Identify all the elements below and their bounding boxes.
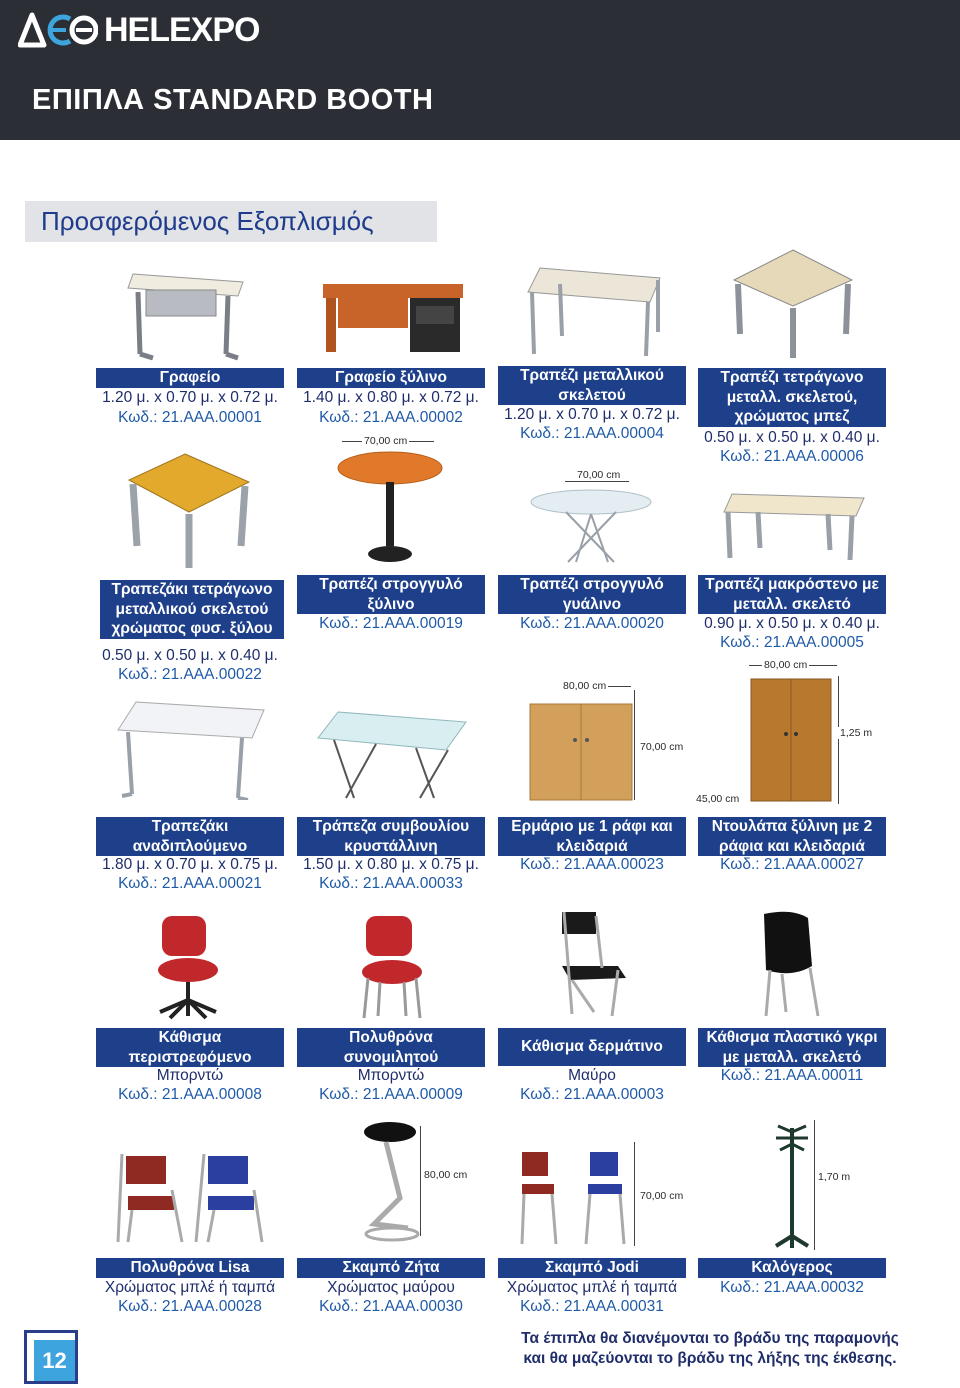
item-label: Τράπεζα συμβουλίου κρυστάλλινη (297, 817, 485, 856)
item-dimensions: 0.50 μ. x 0.50 μ. x 0.40 μ. (704, 429, 880, 446)
item-dimensions: 1.20 μ. x 0.70 μ. x 0.72 μ. (102, 389, 278, 406)
item-dimensions: 1.80 μ. x 0.70 μ. x 0.75 μ. (102, 856, 278, 873)
item-code: Κωδ.: 21.ΑΑΑ.00005 (720, 634, 864, 651)
footer-note (490, 1329, 930, 1369)
item-code: Κωδ.: 21.ΑΑΑ.00004 (520, 425, 664, 442)
item-label: Πολυθρόνα Lisa (96, 1258, 284, 1278)
page-number: 12 (34, 1340, 75, 1381)
item-label: Ντουλάπα ξύλινη με 2 ράφια και κλειδαριά (698, 817, 886, 856)
item-label: Τραπεζάκι τετράγωνο μεταλλικού σκελετού χρώματος φυσ. ξύλου (100, 580, 284, 639)
item-label: Κάθισμα περιστρεφόμενο (96, 1028, 284, 1067)
round-glass-table-image (526, 486, 656, 566)
dimension-label: 70,00 cm (364, 435, 408, 447)
zita-stool-image (356, 1118, 426, 1248)
item-code: Κωδ.: 21.ΑΑΑ.00001 (118, 409, 262, 426)
square-beige-table-image (728, 244, 858, 362)
item-color: Χρώματος μπλέ ή ταμπά (506, 1279, 678, 1296)
dimension-label: 70,00 cm (640, 741, 684, 753)
item-color: Χρώματος μαύρου (327, 1279, 455, 1296)
desk-wood-image (318, 262, 468, 362)
dimension-label: 45,00 cm (696, 793, 740, 805)
helexpo-logo (18, 10, 259, 50)
item-label: Σκαμπό Jodi (498, 1258, 686, 1278)
item-label: Καλόγερος (698, 1258, 886, 1278)
item-code: Κωδ.: 21.ΑΑΑ.00009 (319, 1086, 463, 1103)
item-label: Τραπέζι μεταλλικού σκελετού (498, 366, 686, 405)
coat-stand-image (770, 1122, 814, 1250)
item-color: Χρώματος μπλέ ή ταμπά (104, 1279, 276, 1296)
jodi-stool-image (516, 1144, 640, 1248)
cabinet-image (526, 700, 636, 804)
item-dimensions: 1.50 μ. x 0.80 μ. x 0.75 μ. (303, 856, 479, 873)
swivel-chair-image (148, 912, 228, 1022)
logo-text: HELEXPO (104, 10, 260, 49)
item-code: Κωδ.: 21.ΑΑΑ.00022 (118, 666, 262, 683)
page-title: ΕΠΙΠΛΑ STANDARD BOOTH (32, 84, 434, 116)
item-code: Κωδ.: 21.ΑΑΑ.00031 (520, 1298, 664, 1315)
long-table-image (718, 488, 868, 564)
deth-logo-icon (18, 11, 98, 49)
square-wood-table-image (125, 450, 255, 570)
footer-note-line: Τα έπιπλα θα διανέμονται το βράδυ της παραμονής (521, 1330, 899, 1347)
dimension-label: 1,25 m (840, 727, 873, 739)
item-label: Τραπέζι μακρόστενο με μεταλλ. σκελετό (698, 575, 886, 614)
lisa-armchair-image (112, 1146, 266, 1246)
item-label: Πολυθρόνα συνομιλητού (297, 1028, 485, 1067)
item-code: Κωδ.: 21.ΑΑΑ.00032 (720, 1279, 864, 1296)
desk-metal-image (118, 262, 258, 362)
item-label: Τραπεζάκι αναδιπλούμενο (96, 817, 284, 856)
leather-chair-image (552, 908, 632, 1020)
item-color: Μπορντώ (156, 1067, 224, 1084)
item-label: Τραπέζι στρογγυλό γυάλινο (498, 575, 686, 614)
item-label: Σκαμπό Ζήτα (297, 1258, 485, 1278)
dimension-label: 80,00 cm (424, 1169, 468, 1181)
item-code: Κωδ.: 21.ΑΑΑ.00003 (520, 1086, 664, 1103)
item-code: Κωδ.: 21.ΑΑΑ.00030 (319, 1298, 463, 1315)
dimension-label: 80,00 cm (764, 659, 808, 671)
plastic-chair-image (752, 908, 832, 1020)
dimension-label: 70,00 cm (577, 469, 621, 481)
item-dimensions: 1.20 μ. x 0.70 μ. x 0.72 μ. (504, 406, 680, 423)
visitor-chair-image (352, 912, 432, 1022)
footer-note-line: και θα μαζεύονται το βράδυ της λήξης της έκθεσης. (523, 1350, 897, 1367)
item-code: Κωδ.: 21.ΑΑΑ.00011 (720, 1067, 864, 1084)
folding-table-image (114, 698, 270, 800)
item-label: Ερμάριο με 1 ράφι και κλειδαριά (498, 817, 686, 856)
round-wood-table-image (335, 448, 445, 566)
item-dimensions: 1.40 μ. x 0.80 μ. x 0.72 μ. (303, 389, 479, 406)
item-code: Κωδ.: 21.ΑΑΑ.00021 (118, 875, 262, 892)
header-banner (0, 0, 960, 140)
dimension-label: 70,00 cm (640, 1190, 684, 1202)
item-code: Κωδ.: 21.ΑΑΑ.00008 (118, 1086, 262, 1103)
item-dimensions: 0.90 μ. x 0.50 μ. x 0.40 μ. (704, 615, 880, 632)
item-code: Κωδ.: 21.ΑΑΑ.00006 (720, 448, 864, 465)
item-dimensions: 0.50 μ. x 0.50 μ. x 0.40 μ. (102, 647, 278, 664)
item-color: Μπορντώ (357, 1067, 425, 1084)
item-code: Κωδ.: 21.ΑΑΑ.00027 (720, 856, 864, 873)
item-code: Κωδ.: 21.ΑΑΑ.00033 (319, 875, 463, 892)
metal-table-image (520, 262, 670, 362)
item-label: Γραφείο (96, 368, 284, 388)
item-label: Τραπέζι τετράγωνο μεταλλ. σκελετού, χρώματος μπεζ (698, 368, 886, 427)
item-label: Κάθισμα δερμάτινο (498, 1028, 686, 1066)
wardrobe-image (748, 676, 834, 804)
glass-conference-table-image (316, 706, 468, 802)
item-color: Μαύρο (568, 1067, 616, 1084)
item-label: Κάθισμα πλαστικό γκρι με μεταλλ. σκελετό (698, 1028, 886, 1067)
dimension-label: 80,00 cm (563, 680, 607, 692)
item-code: Κωδ.: 21.ΑΑΑ.00023 (520, 856, 664, 873)
item-label: Τραπέζι στρογγυλό ξύλινο (297, 575, 485, 614)
item-code: Κωδ.: 21.ΑΑΑ.00020 (520, 615, 664, 632)
item-code: Κωδ.: 21.ΑΑΑ.00002 (319, 409, 463, 426)
page-number-box (24, 1330, 78, 1384)
item-label: Γραφείο ξύλινο (297, 368, 485, 388)
section-title: Προσφερόμενος Εξοπλισμός (25, 201, 437, 242)
item-code: Κωδ.: 21.ΑΑΑ.00028 (118, 1298, 262, 1315)
dimension-label: 1,70 m (818, 1171, 851, 1183)
item-code: Κωδ.: 21.ΑΑΑ.00019 (319, 615, 463, 632)
